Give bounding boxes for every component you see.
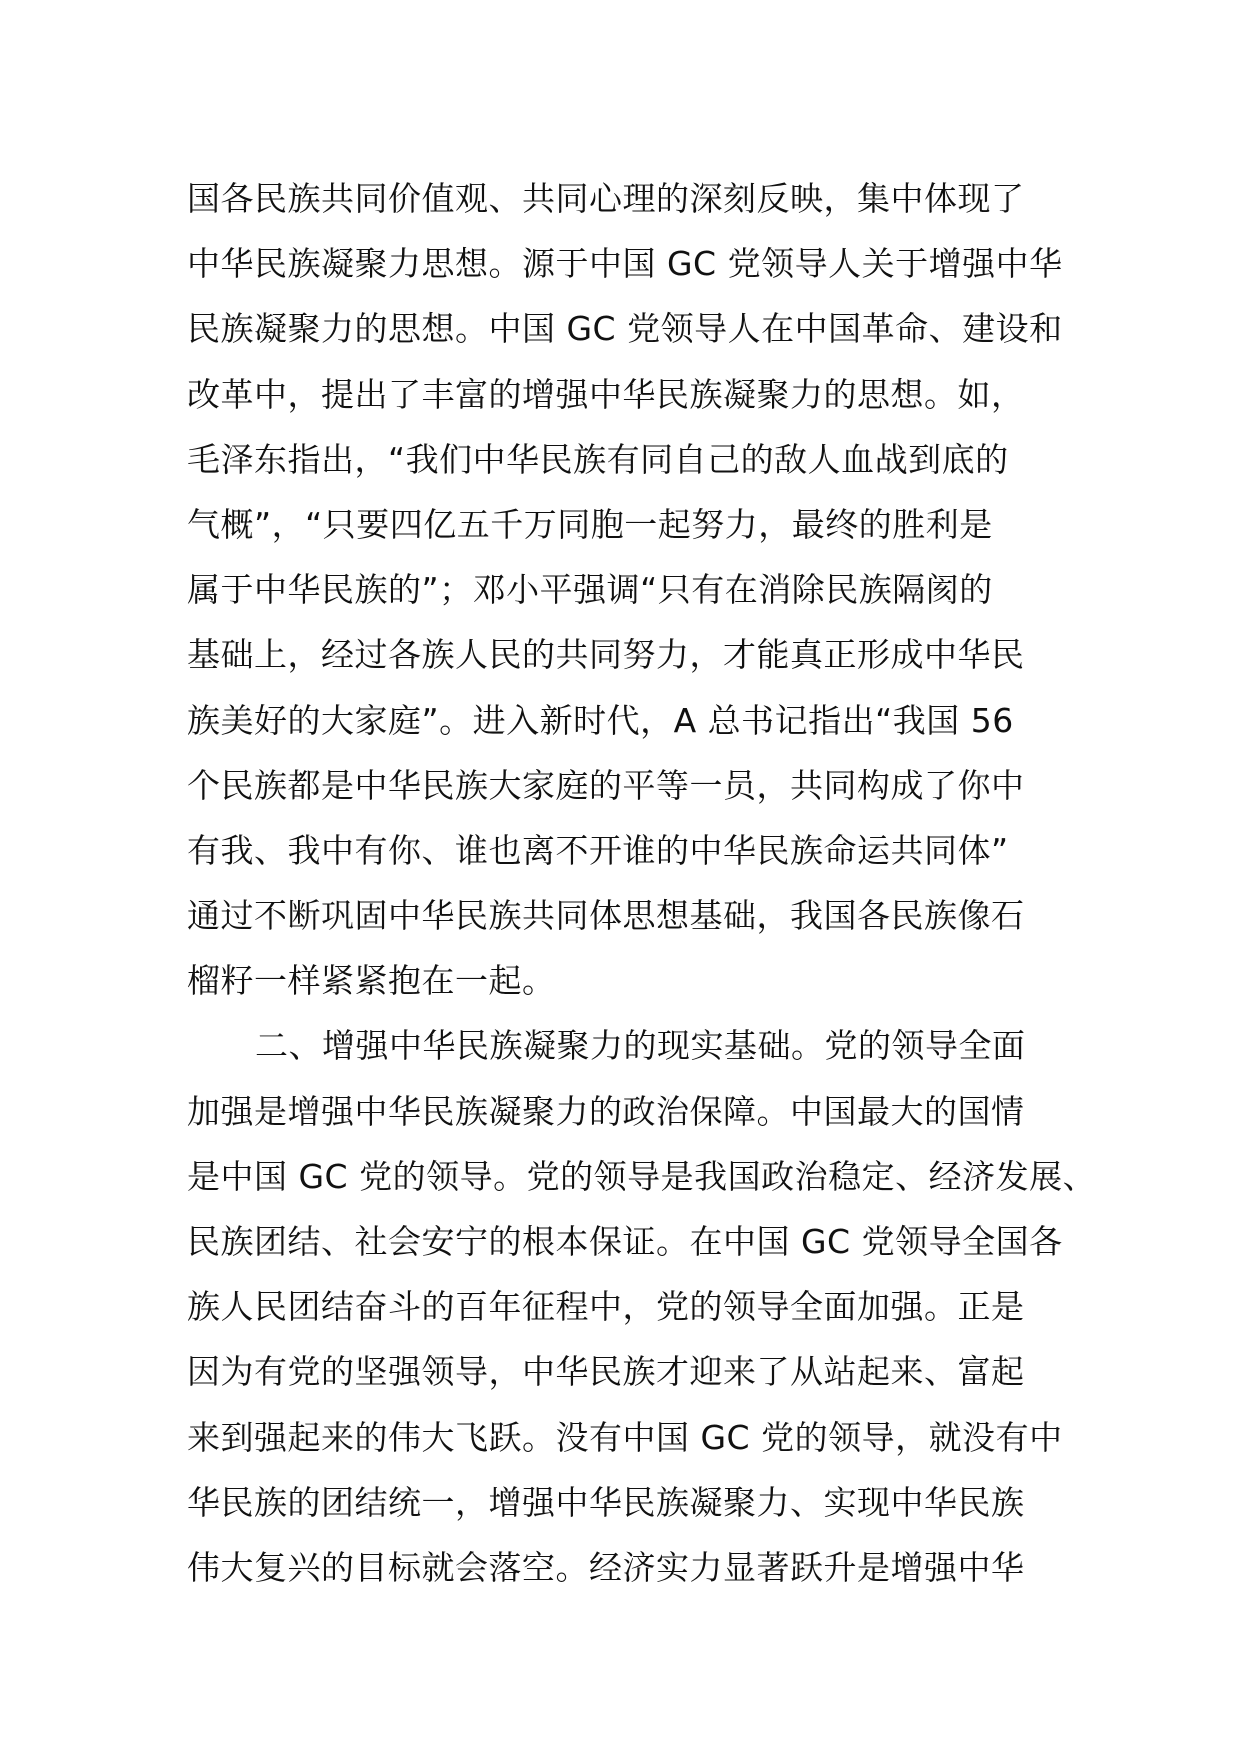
text-line: 基础上，经过各族人民的共同努力，才能真正形成中华民 xyxy=(187,635,1025,675)
text-line: 华民族的团结统一，增强中华民族凝聚力、实现中华民族 xyxy=(187,1482,1025,1522)
text-line: 改革中，提出了丰富的增强中华民族凝聚力的思想。如， xyxy=(187,374,1025,414)
text-line: 个民族都是中华民族大家庭的平等一员，共同构成了你中 xyxy=(187,765,1025,805)
text-line: 族人民团结奋斗的百年征程中，党的领导全面加强。正是 xyxy=(187,1287,1025,1327)
body-text xyxy=(187,166,1097,1600)
text-line: 国各民族共同价值观、共同心理的深刻反映，集中体现了 xyxy=(187,179,1025,218)
text-line: 是中国 GC 党的领导。党的领导是我国政治稳定、经济发展、 xyxy=(187,1156,1097,1196)
text-line: 来到强起来的伟大飞跃。没有中国 GC 党的领导，就没有中 xyxy=(187,1417,1063,1457)
text-line: 因为有党的坚强领导，中华民族才迎来了从站起来、富起 xyxy=(187,1352,1025,1392)
text-line: 通过不断巩固中华民族共同体思想基础，我国各民族像石 xyxy=(187,896,1025,936)
text-line: 族美好的大家庭”。进入新时代，A 总书记指出“我国 56 xyxy=(187,700,1014,740)
section-heading-line: 二、增强中华民族凝聚力的现实基础。党的领导全面 xyxy=(255,1026,1026,1066)
text-line: 伟大复兴的目标就会落空。经济实力显著跃升是增强中华 xyxy=(187,1547,1025,1587)
text-line: 属于中华民族的”；邓小平强调“只有在消除民族隔阂的 xyxy=(187,570,993,610)
text-line: 加强是增强中华民族凝聚力的政治保障。中国最大的国情 xyxy=(187,1091,1025,1131)
text-line: 中华民族凝聚力思想。源于中国 GC 党领导人关于增强中华 xyxy=(187,244,1063,284)
text-line: 民族凝聚力的思想。中国 GC 党领导人在中国革命、建设和 xyxy=(187,309,1063,349)
text-line: 有我、我中有你、谁也离不开谁的中华民族命运共同体” xyxy=(187,830,1009,870)
text-line: 毛泽东指出，“我们中华民族有同自己的敌人血战到底的 xyxy=(187,439,1009,479)
text-line: 榴籽一样紧紧抱在一起。 xyxy=(187,961,556,1001)
text-line: 气概”，“只要四亿五千万同胞一起努力，最终的胜利是 xyxy=(187,504,993,544)
text-line: 民族团结、社会安宁的根本保证。在中国 GC 党领导全国各 xyxy=(187,1222,1063,1261)
